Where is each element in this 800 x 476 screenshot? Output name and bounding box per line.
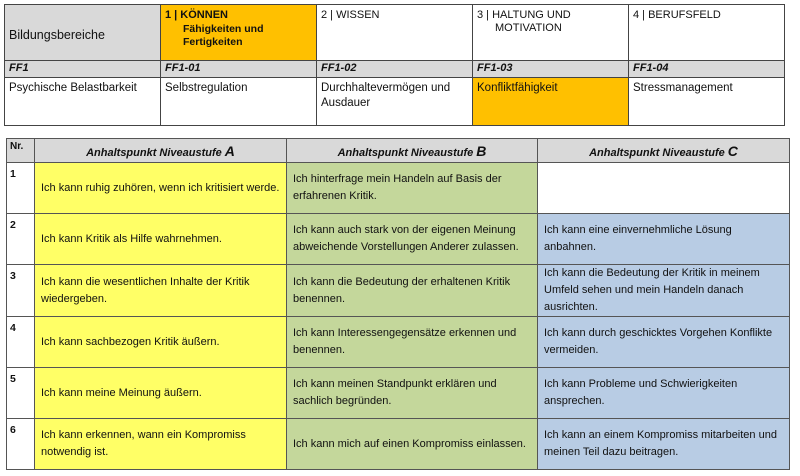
bereiche-header-row bbox=[5, 5, 785, 61]
niveaustufen-header-row bbox=[7, 139, 790, 163]
level-header-label: Anhaltspunkt Niveaustufe bbox=[337, 146, 474, 159]
bildungsbereiche-table bbox=[4, 4, 785, 126]
subject-row bbox=[5, 78, 785, 126]
level-b-cell: Ich hinterfrage mein Handeln auf Basis der erfahrenen Kritik. bbox=[287, 163, 538, 214]
level-letter: A bbox=[224, 142, 235, 159]
table-row bbox=[7, 163, 790, 214]
level-c-cell: Ich kann die Bedeutung der Kritik in meinem Umfeld sehen und mein Handeln danach ausrichten. bbox=[538, 265, 790, 317]
table-row bbox=[7, 419, 790, 470]
bereich-haltung-title: 3 | HALTUNG UND bbox=[477, 9, 571, 21]
level-a-cell: Ich kann meine Meinung äußern. bbox=[35, 368, 287, 419]
bereich-koennen-title: 1 | KÖNNEN bbox=[165, 9, 228, 21]
bereich-wissen-title: 2 | WISSEN bbox=[321, 9, 380, 21]
table-row bbox=[7, 214, 790, 265]
level-letter: B bbox=[476, 142, 487, 159]
bereich-wissen[interactable] bbox=[317, 5, 473, 61]
bereich-koennen[interactable] bbox=[161, 5, 317, 61]
subject-cell[interactable]: Psychische Belastbarkeit bbox=[5, 78, 161, 126]
level-a-cell: Ich kann sachbezogen Kritik äußern. bbox=[35, 317, 287, 368]
level-c-cell: Ich kann Probleme und Schwierigkeiten ansprechen. bbox=[538, 368, 790, 419]
subject-cell[interactable]: Selbstregulation bbox=[161, 78, 317, 126]
level-b-cell: Ich kann meinen Standpunkt erklären und sachlich begründen. bbox=[287, 368, 538, 419]
code-row bbox=[5, 61, 785, 78]
subject-cell[interactable]: Durchhaltevermögen und Ausdauer bbox=[317, 78, 473, 126]
niveaustufen-table bbox=[6, 138, 790, 470]
level-c-cell: Ich kann durch geschicktes Vorgehen Konflikte vermeiden. bbox=[538, 317, 790, 368]
code-cell: FF1-02 bbox=[317, 61, 473, 78]
level-a-cell: Ich kann ruhig zuhören, wenn ich kritisiert werde. bbox=[35, 163, 287, 214]
row-number: 5 bbox=[7, 368, 35, 419]
code-cell: FF1 bbox=[5, 61, 161, 78]
level-a-cell: Ich kann die wesentlichen Inhalte der Kritik wiedergeben. bbox=[35, 265, 287, 317]
code-cell: FF1-01 bbox=[161, 61, 317, 78]
level-b-header bbox=[287, 139, 538, 163]
level-header-label: Anhaltspunkt Niveaustufe bbox=[589, 146, 725, 159]
code-cell: FF1-04 bbox=[629, 61, 785, 78]
subject-cell-selected[interactable]: Konfliktfähigkeit bbox=[473, 78, 629, 126]
row-number: 4 bbox=[7, 317, 35, 368]
bereich-berufsfeld-title: 4 | BERUFSFELD bbox=[633, 9, 721, 21]
row-number: 2 bbox=[7, 214, 35, 265]
level-b-cell: Ich kann die Bedeutung der erhaltenen Kritik benennen. bbox=[287, 265, 538, 317]
bereich-koennen-subtitle: Fähigkeiten und Fertigkeiten bbox=[183, 23, 264, 48]
row-number: 6 bbox=[7, 419, 35, 470]
table-row bbox=[7, 368, 790, 419]
level-b-cell: Ich kann mich auf einen Kompromiss einlassen. bbox=[287, 419, 538, 470]
subject-cell[interactable]: Stressmanagement bbox=[629, 78, 785, 126]
level-a-header bbox=[35, 139, 287, 163]
level-c-cell: Ich kann an einem Kompromiss mitarbeiten und meinen Teil dazu beitragen. bbox=[538, 419, 790, 470]
bereich-haltung-subtitle: MOTIVATION bbox=[495, 22, 562, 34]
level-letter: C bbox=[727, 142, 738, 159]
code-cell: FF1-03 bbox=[473, 61, 629, 78]
level-a-cell: Ich kann Kritik als Hilfe wahrnehmen. bbox=[35, 214, 287, 265]
bildungsbereiche-label: Bildungsbereiche bbox=[5, 5, 161, 61]
level-a-cell: Ich kann erkennen, wann ein Kompromiss notwendig ist. bbox=[35, 419, 287, 470]
level-c-header bbox=[538, 139, 790, 163]
row-number: 1 bbox=[7, 163, 35, 214]
nr-header: Nr. bbox=[7, 139, 35, 163]
bereich-berufsfeld[interactable] bbox=[629, 5, 785, 61]
row-number: 3 bbox=[7, 265, 35, 317]
level-b-cell: Ich kann auch stark von der eigenen Meinung abweichende Vorstellungen Anderer zulassen. bbox=[287, 214, 538, 265]
table-row bbox=[7, 265, 790, 317]
table-row bbox=[7, 317, 790, 368]
level-header-label: Anhaltspunkt Niveaustufe bbox=[86, 146, 222, 159]
level-c-cell: Ich kann eine einvernehmliche Lösung anbahnen. bbox=[538, 214, 790, 265]
bereich-haltung[interactable] bbox=[473, 5, 629, 61]
level-c-cell-empty bbox=[538, 163, 790, 214]
level-b-cell: Ich kann Interessengegensätze erkennen und benennen. bbox=[287, 317, 538, 368]
